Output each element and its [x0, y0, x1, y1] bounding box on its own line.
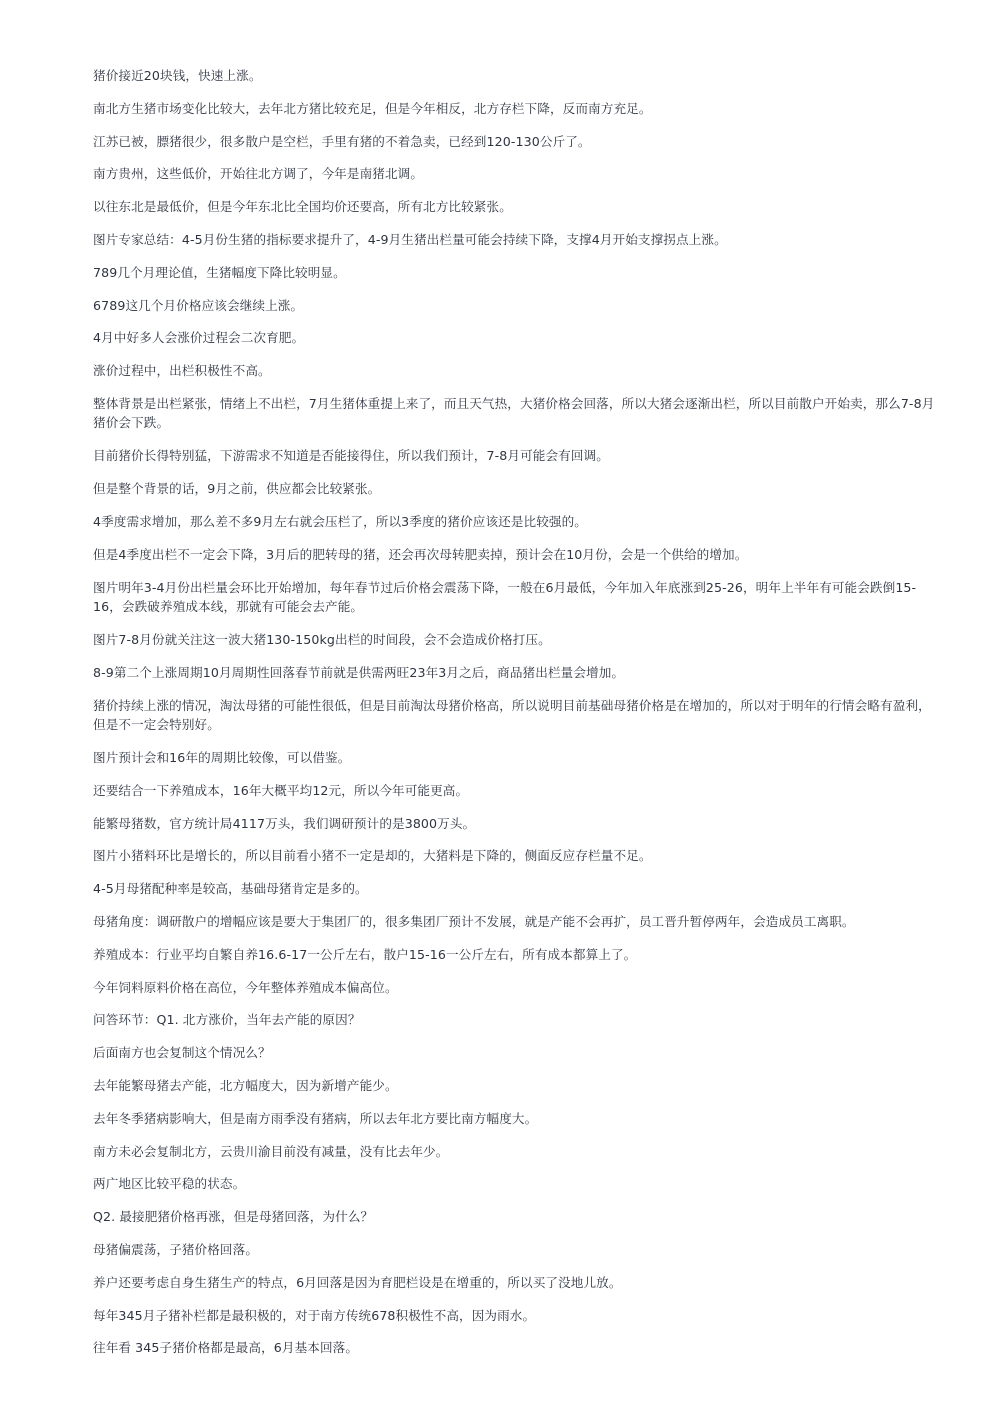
paragraph: 养殖成本：行业平均自繁自养16.6-17一公斤左右，散户15-16一公斤左右，所有成本都算上了。 [93, 946, 637, 962]
paragraph: 江苏已被，膘猪很少，很多散户是空栏，手里有猪的不着急卖，已经到120-130公斤了。 [93, 133, 591, 149]
paragraph: Q2. 最接肥猪价格再涨，但是母猪回落，为什么？ [93, 1209, 374, 1225]
paragraph: 4-5月母猪配种率是较高，基础母猪肯定是多的。 [93, 881, 368, 897]
paragraph: 4季度需求增加，那么差不多9月左右就会压栏了，所以3季度的猪价应该还是比较强的。 [93, 513, 588, 529]
paragraph: 图片7-8月份就关注这一波大猪130-150kg出栏的时间段，会不会造成价格打压。 [93, 631, 551, 647]
paragraph: 问答环节：Q1. 北方涨价，当年去产能的原因？ [93, 1012, 361, 1028]
paragraph: 母猪角度：调研散户的增幅应该是要大于集团厂的，很多集团厂预计不发展，就是产能不会再扩，员工晋升暂停两年，会造成员工离职。 [93, 913, 855, 929]
paragraph: 4月中好多人会涨价过程会二次育肥。 [93, 330, 305, 346]
paragraph: 6789这几个月价格应该会继续上涨。 [93, 297, 304, 313]
paragraph: 今年饲料原料价格在高位，今年整体养殖成本偏高位。 [93, 979, 398, 995]
paragraph: 整体背景是出栏紧张，情绪上不出栏，7月生猪体重提上来了，而且天气热，大猪价格会回落，所以大猪会逐渐出栏，所以目前散户开始卖，那么7-8月猪价会下跌。 [93, 395, 935, 431]
paragraph: 南方未必会复制北方，云贵川渝目前没有减量，没有比去年少。 [93, 1143, 449, 1159]
paragraph: 图片专家总结：4-5月份生猪的指标要求提升了，4-9月生猪出栏量可能会持续下降，支撑4月开始支撑拐点上涨。 [93, 231, 727, 247]
paragraph: 后面南方也会复制这个情况么？ [93, 1045, 271, 1061]
paragraph: 以往东北是最低价，但是今年东北比全国均价还要高，所有北方比较紧张。 [93, 199, 512, 215]
paragraph: 图片预计会和16年的周期比较像，可以借鉴。 [93, 749, 351, 765]
paragraph: 目前猪价长得特别猛，下游需求不知道是否能接得住，所以我们预计，7-8月可能会有回调。 [93, 448, 609, 464]
paragraph: 母猪偏震荡，子猪价格回落。 [93, 1241, 259, 1257]
paragraph: 猪价持续上涨的情况，淘汰母猪的可能性很低，但是目前淘汰母猪价格高，所以说明目前基础母猪价格是在增加的，所以对于明年的行情会略有盈利，但是不一定会特别好。 [93, 697, 931, 732]
paragraph: 猪价接近20块钱，快速上涨。 [93, 68, 262, 83]
paragraph: 但是整个背景的话，9月之前，供应都会比较紧张。 [93, 481, 381, 497]
paragraph: 往年看 345子猪价格都是最高，6月基本回落。 [93, 1340, 359, 1356]
paragraph: 两广地区比较平稳的状态。 [93, 1176, 246, 1192]
paragraph: 8-9第二个上涨周期10月周期性回落春节前就是供需两旺23年3月之后，商品猪出栏量会增加。 [93, 664, 625, 680]
paragraph: 去年能繁母猪去产能，北方幅度大，因为新增产能少。 [93, 1077, 398, 1093]
paragraph: 涨价过程中，出栏积极性不高。 [93, 363, 271, 379]
paragraph: 还要结合一下养殖成本，16年大概平均12元，所以今年可能更高。 [93, 782, 469, 798]
paragraph: 去年冬季猪病影响大，但是南方雨季没有猪病，所以去年北方要比南方幅度大。 [93, 1110, 538, 1126]
paragraph: 图片小猪料环比是增长的，所以目前看小猪不一定是却的，大猪料是下降的，侧面反应存栏量不足。 [93, 848, 652, 864]
paragraph: 养户还要考虑自身生猪生产的特点，6月回落是因为育肥栏设是在增重的，所以买了没地儿放。 [93, 1274, 622, 1290]
paragraph: 南方贵州，这些低价，开始往北方调了，今年是南猪北调。 [93, 166, 424, 182]
document-body [93, 66, 943, 1371]
paragraph: 每年345月子猪补栏都是最积极的，对于南方传统678积极性不高，因为雨水。 [93, 1307, 536, 1323]
paragraph: 能繁母猪数，官方统计局4117万头，我们调研预计的是3800万头。 [93, 815, 476, 831]
paragraph: 但是4季度出栏不一定会下降，3月后的肥转母的猪，还会再次母转肥卖掉，预计会在10月份，会是一个供给的增加。 [93, 546, 748, 562]
paragraph: 南北方生猪市场变化比较大，去年北方猪比较充足，但是今年相反，北方存栏下降，反而南方充足。 [93, 100, 652, 116]
paragraph: 789几个月理论值，生猪幅度下降比较明显。 [93, 264, 346, 280]
paragraph: 图片明年3-4月份出栏量会环比开始增加，每年春节过后价格会震荡下降，一般在6月最低，今年加入年底涨到25-26，明年上半年有可能会跌倒15-16，会跌破养殖成本线，那就有可能会去产能。 [93, 579, 917, 614]
